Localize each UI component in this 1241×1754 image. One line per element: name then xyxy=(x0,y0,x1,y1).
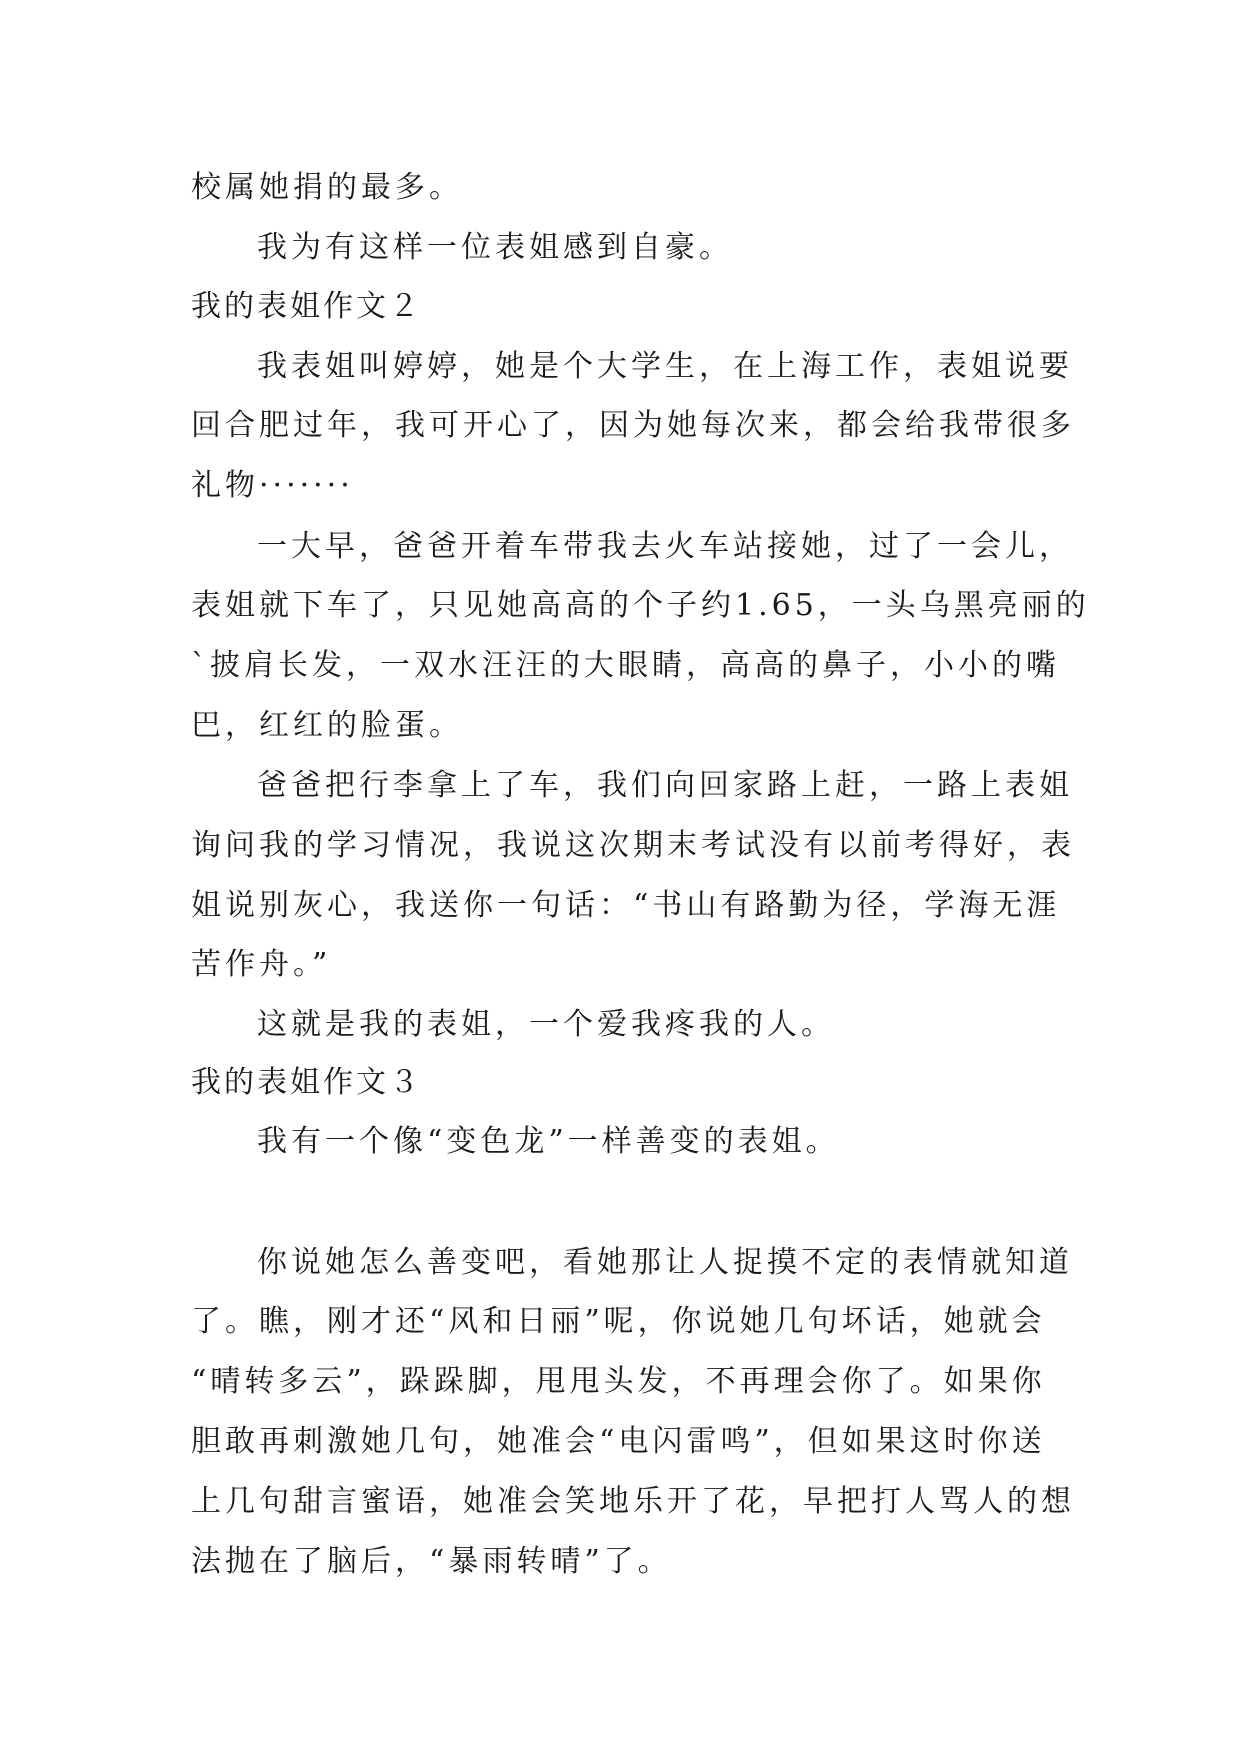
text-line: 你说她怎么善变吧，看她那让人捉摸不定的表情就知道 xyxy=(257,1245,1073,1280)
text-line: 回合肥过年，我可开心了，因为她每次来，都会给我带很多 xyxy=(191,408,1075,443)
text-line: 礼物······· xyxy=(191,468,354,503)
text-line: 这就是我的表姐，一个爱我疼我的人。 xyxy=(257,1007,835,1042)
text-line: 我为有这样一位表姐感到自豪。 xyxy=(257,230,733,265)
text-line: 询问我的学习情况，我说这次期末考试没有以前考得好，表 xyxy=(191,828,1075,863)
text-line: 我表姐叫婷婷，她是个大学生，在上海工作，表姐说要 xyxy=(257,349,1073,384)
text-line: 我有一个像“变色龙”一样善变的表姐。 xyxy=(257,1124,840,1159)
section-heading: 我的表姐作文３ xyxy=(191,1065,422,1100)
text-line: 巴，红红的脸蛋。 xyxy=(191,708,463,743)
text-line: 上几句甜言蜜语，她准会笑地乐开了花，早把打人骂人的想 xyxy=(191,1484,1075,1519)
text-line: 一大早，爸爸开着车带我去火车站接她，过了一会儿， xyxy=(257,529,1073,564)
text-line: `披肩长发，一双水汪汪的大眼睛，高高的鼻子，小小的嘴 xyxy=(191,648,1060,683)
text-line: 法抛在了脑后，“暴雨转晴”了。 xyxy=(191,1544,672,1579)
text-line: 苦作舟。” xyxy=(191,947,332,982)
section-heading: 我的表姐作文２ xyxy=(191,289,422,324)
text-line: 了。瞧，刚才还“风和日丽”呢，你说她几句坏话，她就会 xyxy=(191,1304,1046,1339)
text-line: 胆敢再刺激她几句，她准会“电闪雷鸣”，但如果这时你送 xyxy=(191,1424,1046,1459)
text-line: 姐说别灰心，我送你一句话：“书山有路勤为径，学海无涯 xyxy=(191,888,1061,923)
text-line: “晴转多云”，跺跺脚，甩甩头发，不再理会你了。如果你 xyxy=(191,1364,1046,1399)
text-line: 校属她捐的最多。 xyxy=(191,170,463,205)
text-line: 爸爸把行李拿上了车，我们向回家路上赶，一路上表姐 xyxy=(257,768,1073,803)
text-line: 表姐就下车了，只见她高高的个子约1.65，一头乌黑亮丽的 xyxy=(191,588,1090,623)
